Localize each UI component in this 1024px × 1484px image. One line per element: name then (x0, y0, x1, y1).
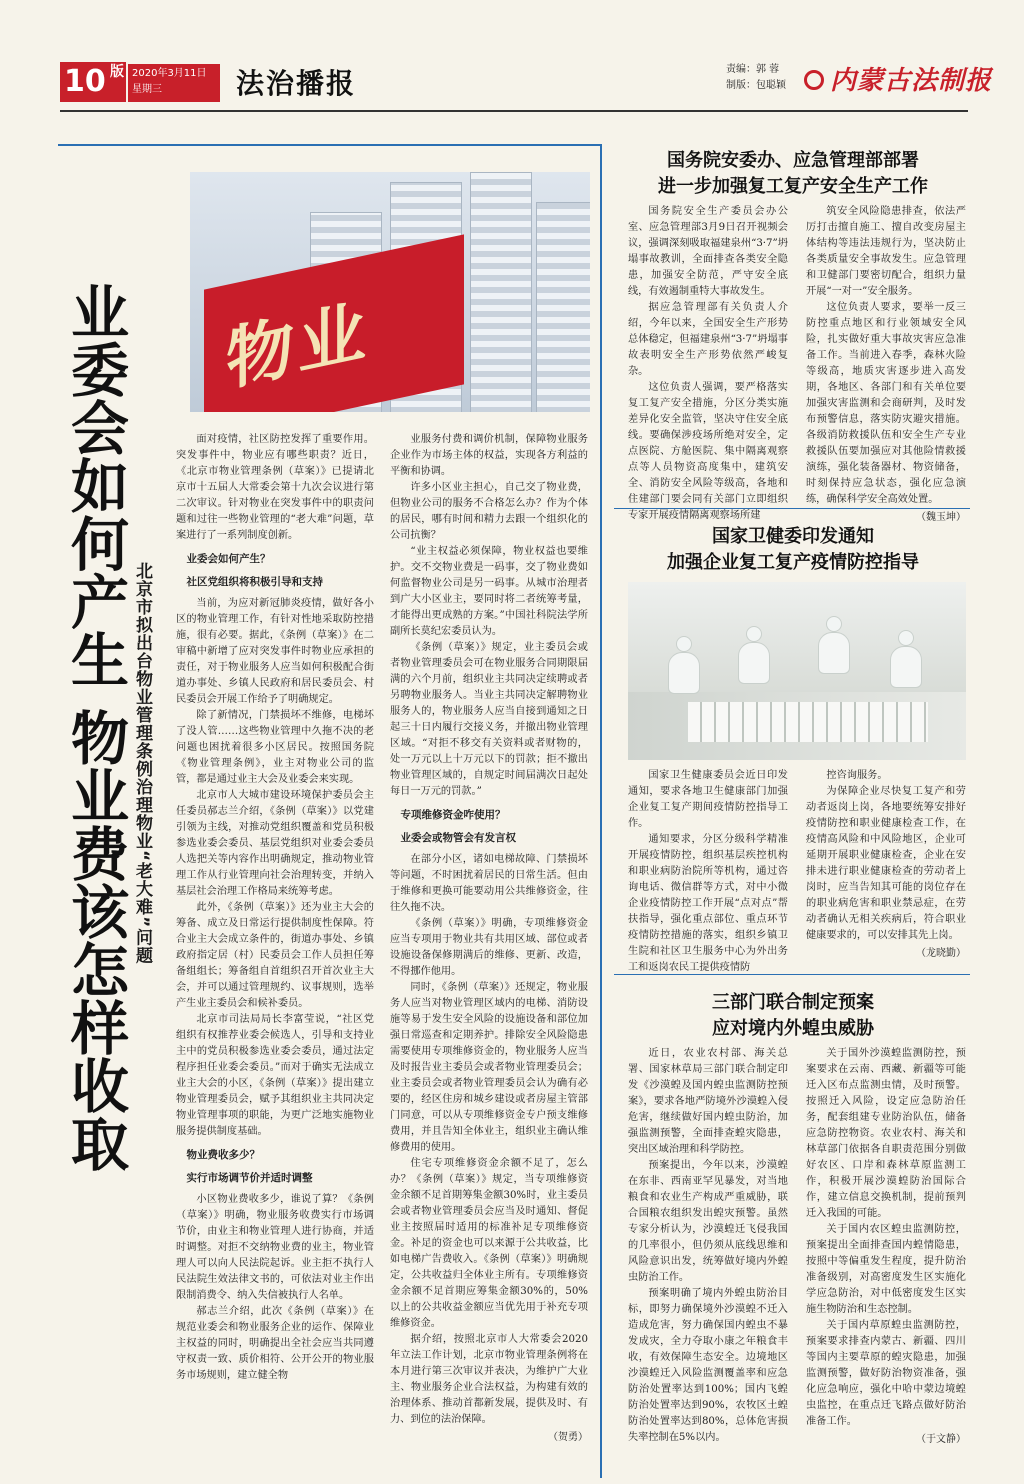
page-number: 10 (60, 62, 122, 102)
story2-column-1 (628, 768, 788, 976)
subheading: 社区党组织将积极引导和支持 (186, 576, 323, 588)
paragraph: 近日，农业农村部、海关总署、国家林草局三部门联合制定印发《沙漠蝗及国内蝗虫监测防控预案》，要求各地严防境外沙漠蝗入侵危害，继续做好国内蝗虫防治，加强监测预警，全面排查蝗灾隐患，突出区域治理和科学防控。 (628, 1048, 788, 1155)
paragraph: 许多小区业主担心，自己交了物业费，但物业公司的服务不合格怎么办？作为个体的居民，哪有时间和精力去跟一个组织化的公司抗衡？ (390, 482, 588, 541)
paragraph: 除了新情况，门禁损坏不维修，电梯坏了没人管……这些物业管理中久拖不决的老问题也困扰着很多小区居民。按照国务院《物业管理条例》，业主对物业公司的监管，都是通过业主大会及业委会来实现。 (176, 710, 374, 785)
paragraph: 住宅专项维修资金余额不足了，怎么办？《条例（草案）》规定，当专项维修资金余额不足首期筹集金额30%时，业主委员会或者物业管理委员会应当及时通知、督促业主按照届时适用的标准补足专项维修资金。补足的资金也可以来源于公共收益，比如电梯广告费收入。《条例（草案）》明确规定，公共收益归全体业主所有。专项维修资金余额不足首期应筹集金额30%的，50%以上的公共收益金额应当优先用于补充专项维修资金。 (390, 1158, 588, 1329)
producer-credit: 制版：包聪颖 (726, 80, 786, 91)
byline: （贺勇） (548, 1432, 588, 1443)
story1-separator (614, 508, 970, 509)
paragraph: 业服务付费和调价机制，保障物业服务企业作为市场主体的权益，实现各方利益的平衡和协调。 (390, 434, 588, 477)
paragraph: 控咨询服务。 (826, 770, 888, 781)
editor-credit: 责编：郭 蓉 (726, 64, 780, 75)
story2-column-2 (806, 768, 966, 962)
paragraph: 这位负责人要求，要举一反三防控重点地区和行业领域安全风险，扎实做好重大事故灾害应急准备工作。当前进入春季，森林火险等级高，地质灾害逐步进入高发期，各地区、各部门和有关单位要加强灾害监测和会商研判，及时发布预警信息，落实防灾避灾措施。各级消防救援队伍和安全生产专业救援队伍要加强应对其他险情救援演练，强化装备器材、物资储备，时刻保持应急状态，强化应急演练，确保科学安全高效处置。 (806, 302, 966, 505)
subheading: 专项维修资金咋使用？ (400, 809, 506, 821)
paragraph: “业主权益必须保障，物业权益也要维护。交不交物业费是一码事，交了物业费如何监督物业公司是另一码事。从城市治理者到广大小区业主，要同时将二者统筹考量，才能得出更成熟的方案。”中国社科院法学所副所长莫纪宏委员认为。 (390, 546, 588, 637)
paragraph: 《条例（草案）》规定，业主委员会或者物业管理委员会可在物业服务合同期限届满的六个月前，组织业主共同决定续聘或者另聘物业服务人。当业主共同决定解聘物业服务人的，物业服务人应当自接到通知之日起三十日内履行交接义务，并撤出物业管理区域。“对拒不移交有关资料或者财物的，处一万元以上十万元以下的罚款；拒不撤出物业管理区域的，自规定时间届满次日起处每日一万元的罚款。” (390, 642, 588, 797)
story3-title-line2: 应对境内外蝗虫威胁 (712, 1018, 874, 1039)
weekday: 星期三 (132, 84, 162, 95)
masthead-rule (60, 110, 968, 112)
section-name: 法治播报 (236, 67, 357, 100)
story2-separator (614, 974, 970, 975)
subheading: 物业费收多少？ (186, 1149, 260, 1161)
lead-column-1 (176, 432, 374, 1384)
building-shape (536, 202, 590, 412)
paragraph: 郝志兰介绍，此次《条例（草案）》在规范业委会和物业服务企业的运作、保障业主权益的同时，明确提出全社会应当共同遵守权责一致、质价相符、公开公开的物业服务市场规则，建立健全物 (176, 1306, 374, 1381)
story2-title-line1: 国家卫健委印发通知 (712, 526, 874, 547)
paragraph: 通知要求，分区分级科学精准开展疫情防控，组织基层疾控机构和职业病防治院所等机构，通过咨询电话、微信群等方式，对中小微企业疫情防控工作开展“点对点”帮扶指导，强化重点部位、重点环节疫情防控措施的落实，组织乡镇卫生院和社区卫生服务中心为外出务工和返岗农民工提供疫情防 (628, 834, 788, 973)
story3-column-2 (806, 1046, 966, 1448)
paragraph: 关于国外沙漠蝗监测防控，预案要求在云南、西藏、新疆等可能迁入区布点监测虫情，及时预警。按照迁入风险，设定应急防治任务，配套组建专业防治队伍，储备应急防控物资。农业农村、海关和林草部门依据各自职责范围分别做好农区、口岸和森林草原监测工作，积极开展沙漠蝗防治国际合作，建立信息交换机制，提前预判迁入我国的可能。 (806, 1048, 966, 1219)
byline: （龙晓勤） (916, 948, 966, 959)
worker-head (676, 636, 692, 652)
subheading: 业委会或物管会有发言权 (400, 832, 516, 844)
paragraph: 为保障企业尽快复工复产和劳动者返岗上岗，各地要统筹安排好疫情防控和职业健康检查工作，在疫情高风险和中风险地区，企业可延期开展职业健康检查，企业在安排未进行职业健康检查的劳动者上岗时，应当告知其可能的岗位存在的职业病危害和职业禁忌症，在劳动者确认无相关疾病后，符合职业健康要求的，可以安排其先上岗。 (806, 786, 966, 941)
photo-sign-text: 物业 (226, 291, 371, 402)
credits (726, 62, 786, 94)
paragraph: 筑安全风险隐患排查，依法严厉打击擅自施工、擅自改变房屋主体结构等违法违规行为，坚决防止各类质量安全事故发生。应急管理和卫健部门要密切配合，组织力量开展“一对一”安全服务。 (806, 206, 966, 297)
story1-title (616, 148, 970, 200)
date: 2020年3月11日 (132, 68, 207, 79)
property-photo (190, 172, 590, 412)
packages-shape (688, 702, 928, 742)
worker-figure (818, 632, 850, 674)
lead-title: 业委会如何产生 物业费该怎样收取 (61, 282, 129, 1173)
paragraph: 北京市人大城市建设环境保护委员会主任委员郝志兰介绍，《条例（草案）》以党建引领为主线，对推动党组织覆盖和党员积极参选业委会委员、基层党组织对业委会委员人选把关等内容作出明确规定，推动物业管理工作从行业管理向社会治理转变，并纳入基层社会治理工作格局来统筹考虑。 (176, 790, 374, 897)
lead-frame-right (600, 144, 602, 1478)
paragraph: 在部分小区，诸如电梯故障、门禁损坏等问题，不时困扰着居民的日常生活。但由于维修和更换可能要动用公共维修资金，往往久拖不决。 (390, 854, 588, 913)
paragraph: 关于国内农区蝗虫监测防控，预案提出全面排查国内蝗情隐患，按照中等偏重发生程度，提升防治准备级别，对高密度发生区实施化学应急防治，对中低密度发生区实施生物防治和生态控制。 (806, 1224, 966, 1315)
page-suffix: 版 (108, 62, 126, 102)
paragraph: 据应急管理部有关负责人介绍，今年以来，全国安全生产形势总体稳定，但福建泉州“3·7”坍塌事故表明安全生产形势依然严峻复杂。 (628, 302, 788, 377)
subheading: 实行市场调节价并适时调整 (186, 1172, 313, 1184)
paragraph: 关于国内草原蝗虫监测防控，预案要求排查内蒙古、新疆、四川等国内主要草原的蝗灾隐患，加强监测预警，做好防治物资准备，强化应急响应，强化中哈中蒙边境蝗虫监控，在重点迁飞路点做好防治准备工作。 (806, 1320, 966, 1427)
worker-figure (890, 646, 922, 688)
paragraph: 《条例（草案）》明确，专项维修资金应当专项用于物业共有共用区域、部位或者设施设备保修期满后的维修、更新、改造，不得挪作他用。 (390, 918, 588, 977)
story1-title-line1: 国务院安委办、应急管理部部署 (667, 150, 919, 171)
paragraph: 北京市司法局局长李富莹说，“社区党组织有权推荐业委会候选人，引导和支持业主中的党员积极参选业委会委员，通过法定程序担任业委会委员。”而对于确实无法成立业主大会的小区，《条例（草案）》提出建立物业管理委员会，赋予其组织业主共同决定物业管理事项的职能，为更广泛地实施物业服务提供制度基础。 (176, 1014, 374, 1137)
paragraph: 同时，《条例（草案）》还规定，物业服务人应当对物业管理区域内的电梯、消防设施等易于发生安全风险的设施设备和部位加强日常巡查和定期养护。排除安全风险隐患需要使用专项维修资金的，物业服务人应当及时报告业主委员会或者物业管理委员会；业主委员会或者物业管理委员会认为确有必要的，经区住房和城乡建设或者房屋主管部门同意，可以从专项维修资金专户预支维修费用，并且告知全体业主，组织业主确认维修费用的使用。 (390, 982, 588, 1153)
paragraph: 预案明确了境内外蝗虫防治目标，即努力确保境外沙漠蝗不迁入造成危害，努力确保国内蝗虫不暴发成灾，全力夺取小康之年粮食丰收，有效保障生态安全。边境地区沙漠蝗迁入风险监测覆盖率和应急防治处置率达到100%；国内飞蝗防治处置率达到90%，农牧区土蝗防治处置率达到80%，总体危害损失率控制在5%以内。 (628, 1288, 788, 1443)
building-shape (470, 172, 532, 412)
paragraph: 据介绍，按照北京市人大常委会2020年立法工作计划，北京市物业管理条例将在本月进行第三次审议并表决，为维护广大业主、物业服务企业合法权益，为构建有效的治理体系、推动首都新发展，提供及时、有力、到位的法治保障。 (390, 1334, 588, 1425)
worker-head (826, 616, 842, 632)
story2-title (616, 524, 970, 576)
story1-column-1 (628, 204, 788, 524)
paragraph: 预案提出，今年以来，沙漠蝗在东非、西南亚罕见暴发，对当地粮食和农业生产构成严重威胁，联合国粮农组织发出蝗灾预警。虽然专家分析认为，沙漠蝗迁飞侵我国的几率很小，但仍须从底线思维和风险意识出发，统筹做好境内外蝗虫防治工作。 (628, 1160, 788, 1283)
worker-head (898, 630, 914, 646)
story3-title-line1: 三部门联合制定预案 (712, 992, 874, 1013)
paragraph: 此外，《条例（草案）》还为业主大会的筹备、成立及日常运行提供制度性保障。符合业主大会成立条件的，街道办事处、乡镇政府指定居（村）民委员会工作人员担任筹备组组长；筹备组自首组织召开首次业主大会，并可以通过管理规约、议事规则，选举产生业主委员会和候补委员。 (176, 902, 374, 1009)
paragraph: 国家卫生健康委员会近日印发通知，要求各地卫生健康部门加强企业复工复产期间疫情防控指导工作。 (628, 770, 788, 829)
byline: （于文静） (916, 1434, 966, 1445)
factory-photo (628, 582, 966, 760)
story1-column-2 (806, 204, 966, 526)
paragraph: 这位负责人强调，要严格落实复工复产安全措施，分区分类实施差异化安全监管，坚决守住安全底线。要确保涉疫场所绝对安全，定点医院、方舱医院、集中隔离观察点等人员物资高度集中，建筑安全、消防安全风险等级高，各地和住建部门要会同有关部门立即组织专家开展疫情隔离观察场所建 (628, 382, 788, 521)
paragraph: 小区物业费收多少，谁说了算？《条例（草案）》明确，物业服务收费实行市场调节价，由业主和物业管理人进行协商，并适时调整。对拒不交纳物业费的业主，物业管理人可以向人民法院起诉。业主拒不执行人民法院生效法律文书的，可依法对业主作出限制消费令、纳入失信被执行人名单。 (176, 1194, 374, 1301)
story2-title-line2: 加强企业复工复产疫情防控指导 (667, 552, 919, 573)
worker-figure (738, 642, 770, 684)
paper-name: 内蒙古法制报 (830, 66, 993, 96)
lead-subtitle: 北京市拟出台物业管理条例治理物业“老大难”问题 (132, 562, 152, 965)
lead-column-2 (390, 432, 588, 1446)
paragraph: 国务院安全生产委员会办公室、应急管理部3月9日召开视频会议，强调深刻吸取福建泉州“3·7”坍塌事故教训，全面排查各类安全隐患，加强安全防范，严守安全底线，有效遏制重特大事故发生。 (628, 206, 788, 297)
paper-logo-icon (804, 70, 824, 90)
lead-frame-top (58, 144, 600, 146)
story3-title (616, 990, 970, 1042)
story1-title-line2: 进一步加强复工复产安全生产工作 (658, 176, 928, 197)
worker-figure (668, 652, 700, 694)
paragraph: 当前，为应对新冠肺炎疫情，做好各小区的物业管理工作，有针对性地采取防控措施，很有必要。据此，《条例（草案）》在二审稿中新增了应对突发事件时物业应承担的责任，对于物业服务人应当如何积极配合街道办事处、乡镇人民政府和居民委员会、村民委员会开展工作给予了明确规定。 (176, 598, 374, 705)
date-block (128, 64, 220, 102)
paragraph: 面对疫情，社区防控发挥了重要作用。突发事件中，物业应有哪些职责？近日，《北京市物业管理条例（草案）》已提请北京市十五届人大常委会第十九次会议进行第二次审议。针对物业在突发事件中的职责问题和过往一些物业管理的“老大难”问题，草案进行了一系列制度创新。 (176, 434, 374, 541)
byline: （魏玉坤） (916, 512, 966, 523)
worker-head (746, 626, 762, 642)
story3-column-1 (628, 1046, 788, 1446)
subheading: 业委会如何产生？ (186, 553, 271, 565)
